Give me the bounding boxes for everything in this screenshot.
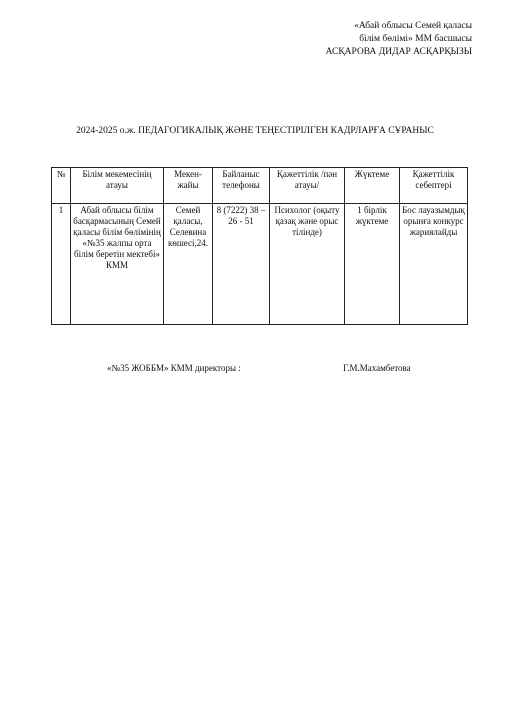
cell-need-reasons: Бос лауазымдық орынға конкурс жариялайды [400, 204, 468, 325]
header-need-reasons: Қажеттілік себептері [400, 168, 468, 204]
signatory-name: Г.М.Махамбетова [343, 363, 411, 373]
cell-number: 1 [52, 204, 71, 325]
cell-institution-name: Абай облысы білім басқармасының Семей қаласы білім бөлімінің «№35 жалпы орта білім беретін мектебі» КММ [71, 204, 164, 325]
addressee-line-2: білім бөлімі» ММ басшысы [359, 34, 472, 44]
request-table [51, 167, 468, 325]
signatory-position: «№35 ЖОББМ» КММ директоры : [107, 363, 241, 373]
header-need-subject: Қажеттілік /пән атауы/ [270, 168, 345, 204]
document-title: 2024-2025 о.ж. ПЕДАГОГИКАЛЫҚ ЖӘНЕ ТЕҢЕСТІРІЛГЕН КАДРЛАРҒА СҰРАНЫС [76, 126, 434, 136]
cell-need-subject: Психолог (оқыту қазақ және орыс тілінде) [270, 204, 345, 325]
table-header-row [52, 168, 468, 204]
addressee-line-3: АСҚАРОВА ДИДАР АСҚАРҚЫЗЫ [325, 47, 472, 57]
cell-workload: 1 бірлік жүктеме [345, 204, 400, 325]
addressee-line-1: «Абай облысы Семей қаласы [354, 21, 472, 31]
cell-address: Семей қаласы, Селевина көшесі,24. [164, 204, 213, 325]
table-row [52, 204, 468, 325]
header-phone: Байланыс телефоны [213, 168, 270, 204]
addressee-block [326, 20, 472, 59]
header-workload: Жүктеме [345, 168, 400, 204]
header-address: Мекен-жайы [164, 168, 213, 204]
header-number: № [52, 168, 71, 204]
header-institution-name: Білім мекемесінің атауы [71, 168, 164, 204]
cell-phone: 8 (7222) 38 – 26 - 51 [213, 204, 270, 325]
